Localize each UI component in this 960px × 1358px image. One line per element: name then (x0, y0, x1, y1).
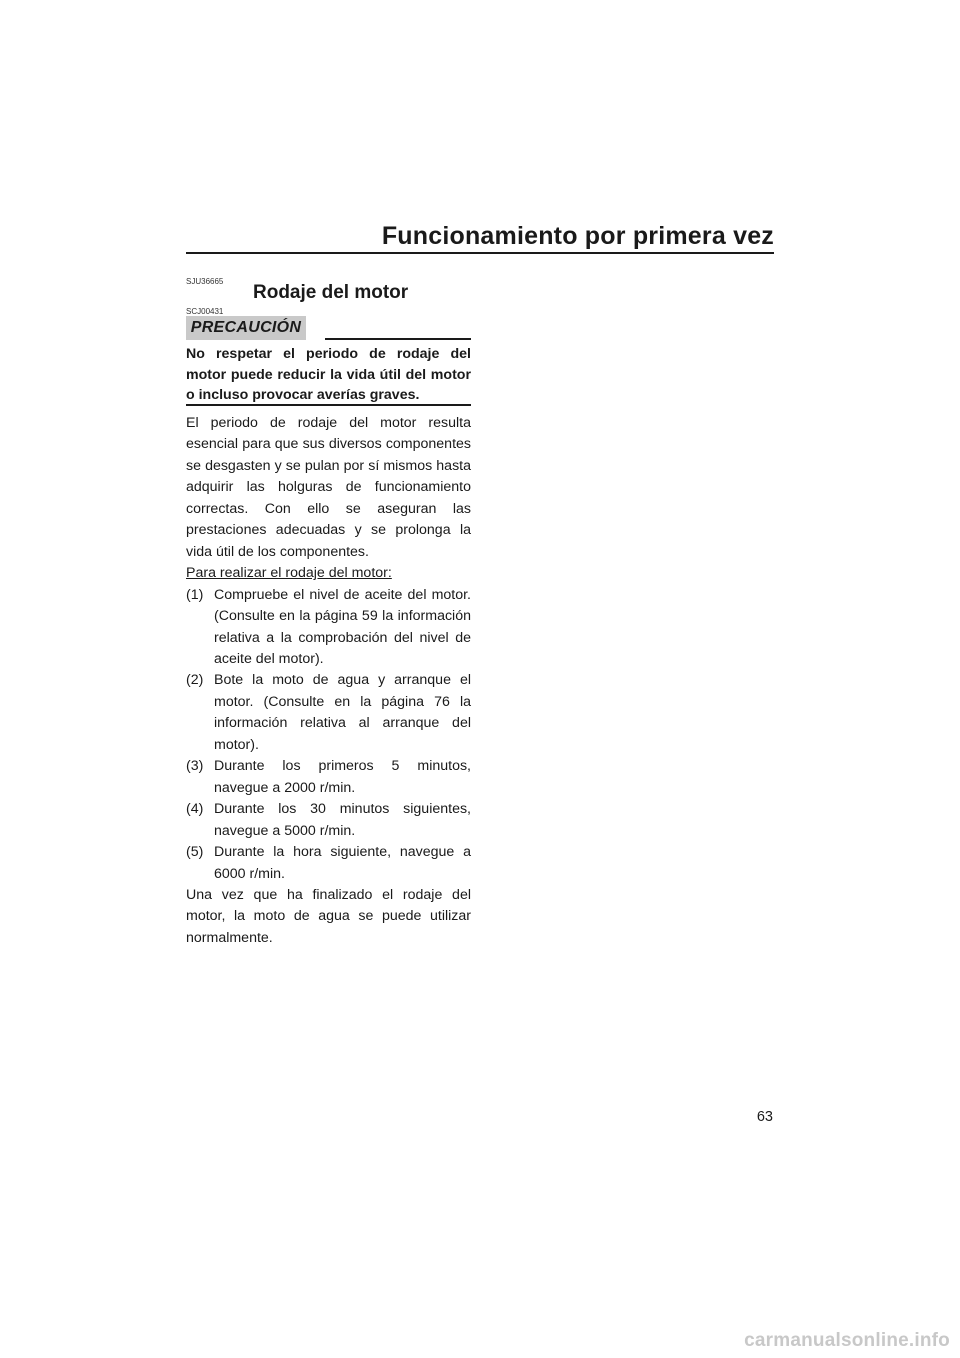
page-number: 63 (756, 1109, 773, 1125)
step-number: (4) (186, 801, 204, 818)
caution-rule-top (325, 338, 471, 340)
caution-code: SCJ00431 (186, 307, 224, 316)
procedure-step (186, 670, 471, 756)
caution-label: PRECAUCIÓN (186, 316, 306, 340)
outro-paragraph: Una vez que ha finalizado el rodaje del motor, la moto de agua se puede utilizar normalmente. (186, 886, 471, 946)
procedure-steps (186, 585, 471, 885)
procedure-step (186, 585, 471, 671)
intro-paragraph: El periodo de rodaje del motor resulta esencial para que sus diversos componentes se desgasten y se pulan por sí mismos hasta adquirir las holguras de funcionamiento correctas. Con ello se aseguran las prestaciones adecuadas y se prolonga la vida útil de los componentes. (186, 415, 471, 560)
page-header-title: Funcionamiento por primera vez (381, 222, 774, 250)
caution-text: No respetar el periodo de rodaje del motor puede reducir la vida útil del motor o incluso provocar averías graves. (186, 346, 471, 403)
step-text: Bote la moto de agua y arranque el motor. (Consulte en la página 76 la información relativa al arranque del motor). (214, 672, 471, 753)
step-number: (1) (186, 586, 204, 603)
procedure-step (186, 756, 471, 799)
procedure-step (186, 842, 471, 885)
step-number: (2) (186, 672, 204, 689)
body-content (186, 413, 471, 949)
watermark: carmanualsonline.info (744, 1330, 950, 1351)
step-text: Compruebe el nivel de aceite del motor. (Consulte en la página 59 la información relativa a la comprobación del nivel de aceite del motor). (214, 586, 471, 667)
step-text: Durante los primeros 5 minutos, navegue a 2000 r/min. (214, 758, 471, 796)
caution-rule-bottom (186, 404, 471, 406)
procedure-step (186, 799, 471, 842)
header-rule (186, 252, 774, 254)
procedure-subheading: Para realizar el rodaje del motor: (186, 565, 392, 582)
section-title: Rodaje del motor (253, 282, 409, 303)
step-number: (3) (186, 758, 204, 775)
step-number: (5) (186, 844, 204, 861)
step-text: Durante los 30 minutos siguientes, navegue a 5000 r/min. (214, 801, 471, 839)
section-code: SJU36665 (186, 277, 224, 286)
step-text: Durante la hora siguiente, navegue a 6000 r/min. (214, 844, 471, 882)
